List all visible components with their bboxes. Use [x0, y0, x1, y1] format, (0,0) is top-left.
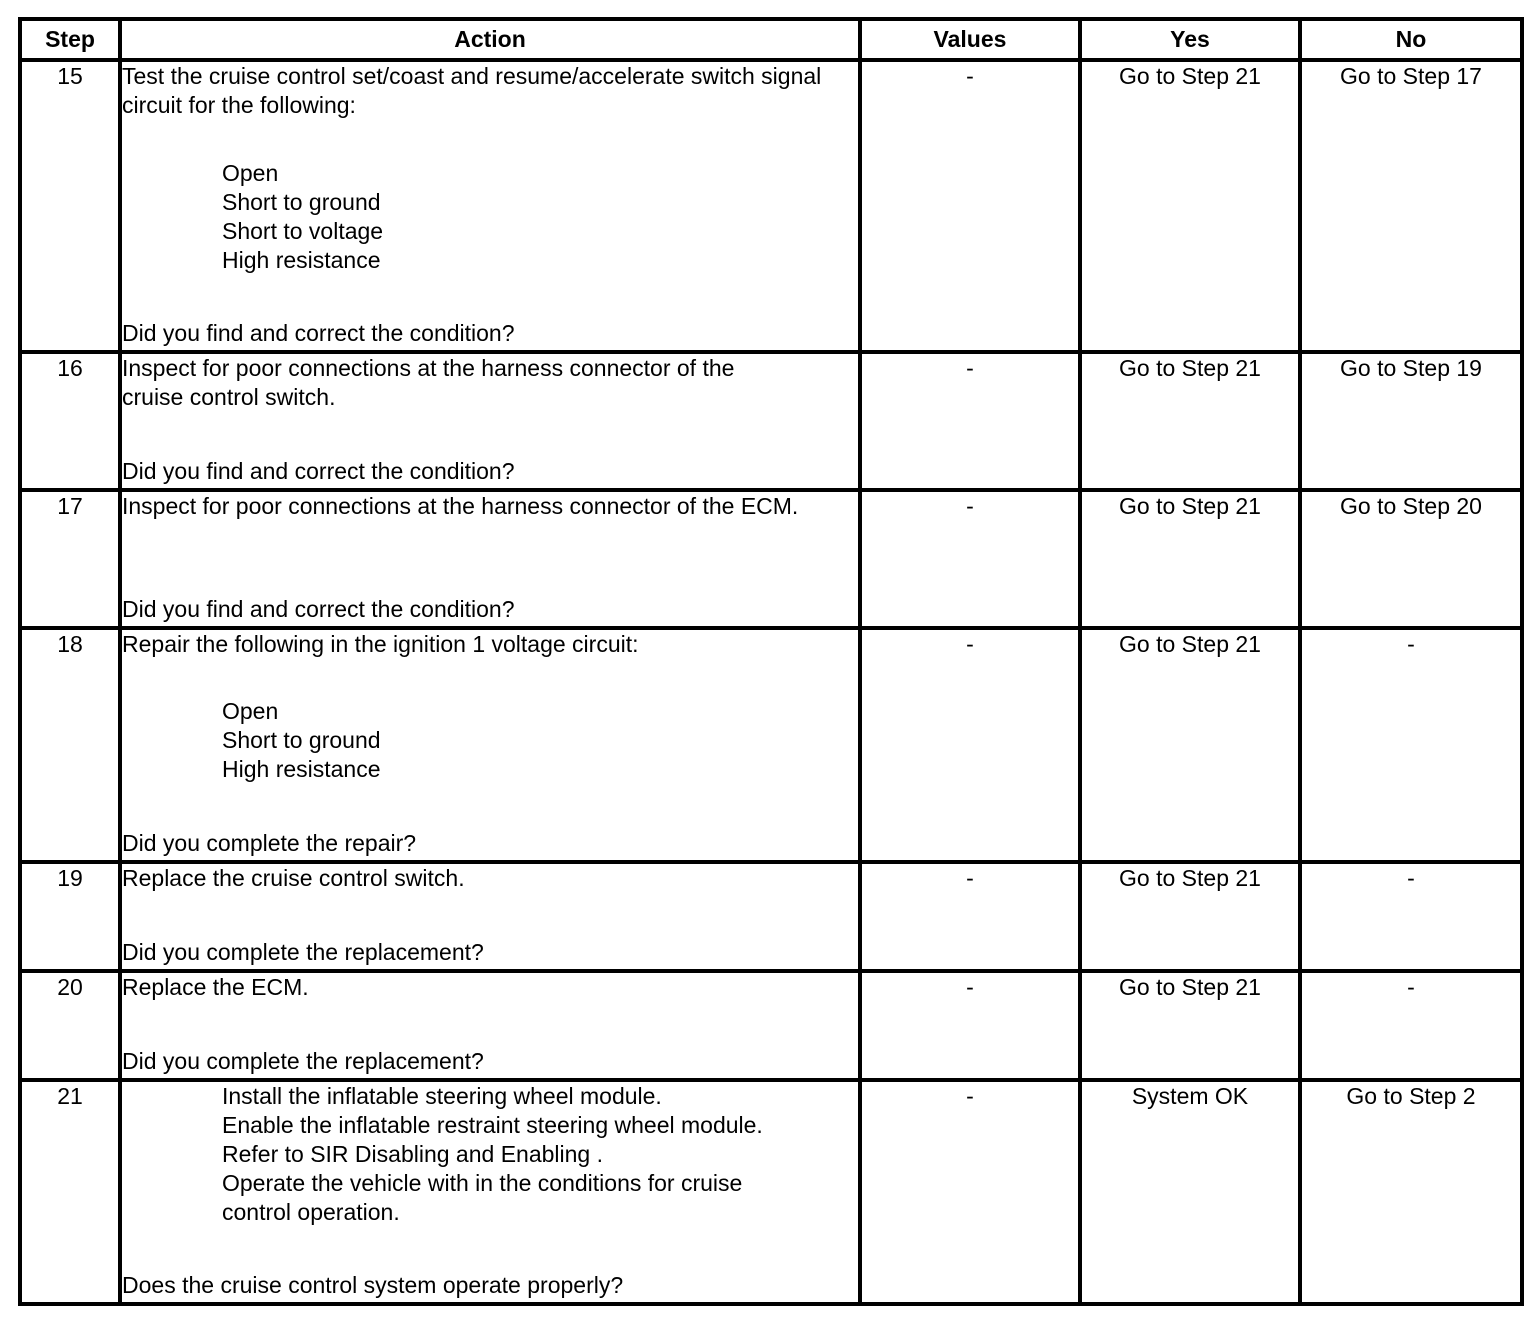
action-cell	[120, 628, 860, 862]
values-cell: -	[860, 490, 1080, 628]
header-step: Step	[20, 19, 120, 60]
action-cell	[120, 60, 860, 352]
no-cell: -	[1300, 862, 1522, 971]
table-row	[20, 971, 1522, 1080]
values-cell: -	[860, 1080, 1080, 1304]
no-cell: -	[1300, 971, 1522, 1080]
table-row	[20, 862, 1522, 971]
yes-cell: Go to Step 21	[1080, 60, 1300, 352]
values-cell: -	[860, 60, 1080, 352]
list-item: Operate the vehicle with in the conditions for cruise control operation.	[222, 1170, 743, 1225]
values-cell: -	[860, 971, 1080, 1080]
list-item: Enable the inflatable restraint steering wheel module.	[222, 1112, 763, 1138]
condition-list	[122, 697, 858, 784]
action-intro: Replace the ECM.	[122, 974, 309, 1000]
list-item: Open	[222, 160, 279, 186]
action-question: Did you complete the replacement?	[122, 939, 484, 965]
no-cell: Go to Step 2	[1300, 1080, 1522, 1304]
step-number: 18	[20, 628, 120, 862]
list-item: Install the inflatable steering wheel module.	[222, 1083, 662, 1109]
step-number: 15	[20, 60, 120, 352]
yes-cell: System OK	[1080, 1080, 1300, 1304]
condition-list	[122, 159, 858, 275]
action-question: Did you find and correct the condition?	[122, 320, 515, 346]
yes-cell: Go to Step 21	[1080, 628, 1300, 862]
table-row	[20, 352, 1522, 490]
step-number: 20	[20, 971, 120, 1080]
yes-cell: Go to Step 21	[1080, 352, 1300, 490]
table-row	[20, 628, 1522, 862]
action-question: Does the cruise control system operate properly?	[122, 1272, 624, 1298]
values-cell: -	[860, 352, 1080, 490]
values-cell: -	[860, 862, 1080, 971]
yes-cell: Go to Step 21	[1080, 862, 1300, 971]
header-action: Action	[120, 19, 860, 60]
step-number: 19	[20, 862, 120, 971]
header-no: No	[1300, 19, 1522, 60]
action-question: Did you find and correct the condition?	[122, 596, 515, 622]
condition-list	[122, 1082, 858, 1227]
values-cell: -	[860, 628, 1080, 862]
action-intro: Test the cruise control set/coast and resume/accelerate switch signal circuit for the following:	[122, 63, 822, 118]
yes-cell: Go to Step 21	[1080, 971, 1300, 1080]
step-number: 16	[20, 352, 120, 490]
action-question: Did you find and correct the condition?	[122, 458, 515, 484]
action-question: Did you complete the repair?	[122, 830, 417, 856]
header-values: Values	[860, 19, 1080, 60]
action-intro: Replace the cruise control switch.	[122, 865, 465, 891]
list-item: Open	[222, 698, 279, 724]
list-item: Refer to SIR Disabling and Enabling .	[222, 1141, 603, 1167]
no-cell: Go to Step 19	[1300, 352, 1522, 490]
header-row	[20, 19, 1522, 60]
action-cell	[120, 971, 860, 1080]
list-item: Short to ground	[222, 727, 381, 753]
action-cell	[120, 352, 860, 490]
step-number: 17	[20, 490, 120, 628]
no-cell: -	[1300, 628, 1522, 862]
list-item: Short to voltage	[222, 218, 384, 244]
no-cell: Go to Step 17	[1300, 60, 1522, 352]
no-cell: Go to Step 20	[1300, 490, 1522, 628]
list-item: Short to ground	[222, 189, 381, 215]
action-cell	[120, 862, 860, 971]
header-yes: Yes	[1080, 19, 1300, 60]
table-row	[20, 1080, 1522, 1304]
yes-cell: Go to Step 21	[1080, 490, 1300, 628]
table-row	[20, 60, 1522, 352]
action-question: Did you complete the replacement?	[122, 1048, 484, 1074]
action-intro: Repair the following in the ignition 1 voltage circuit:	[122, 631, 639, 657]
action-cell	[120, 490, 860, 628]
action-cell	[120, 1080, 860, 1304]
diagnostic-table	[18, 17, 1524, 1306]
table-row	[20, 490, 1522, 628]
list-item: High resistance	[222, 247, 381, 273]
step-number: 21	[20, 1080, 120, 1304]
action-intro: Inspect for poor connections at the harness connector of the ECM.	[122, 493, 799, 519]
list-item: High resistance	[222, 756, 381, 782]
action-intro: Inspect for poor connections at the harness connector of the cruise control switch.	[122, 355, 735, 410]
